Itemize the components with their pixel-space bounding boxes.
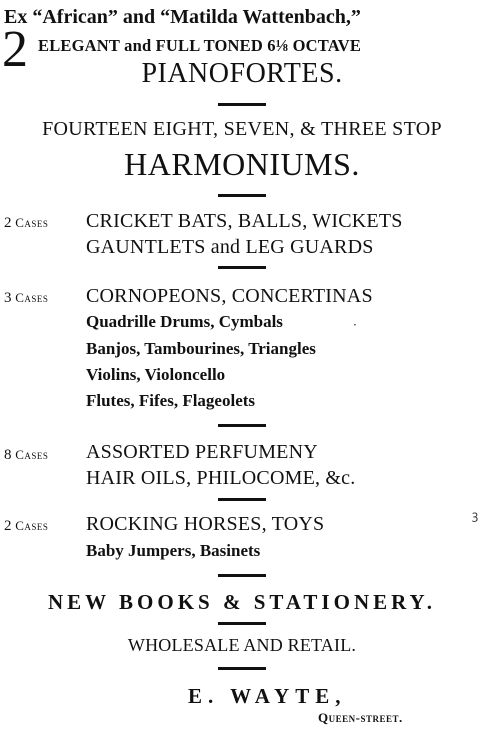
- divider-rule: [218, 266, 266, 269]
- case-line: GAUNTLETS and LEG GUARDS: [86, 236, 374, 258]
- case-quantity-word: Cases: [15, 290, 49, 305]
- books-stationery-heading: NEW BOOKS & STATIONERY.: [47, 590, 437, 614]
- divider-rule: [218, 667, 266, 670]
- divider-rule: [218, 103, 266, 106]
- case-line: Banjos, Tambourines, Triangles: [86, 339, 316, 358]
- piano-descriptor: ELEGANT and FULL TONED 6⅛ OCTAVE: [38, 36, 362, 55]
- divider-rule: [218, 498, 266, 501]
- divider-rule: [218, 574, 266, 577]
- divider-rule: [218, 622, 266, 625]
- case-quantity-number: 8: [4, 447, 12, 463]
- case-line: HAIR OILS, PHILOCOME, &c.: [86, 467, 356, 489]
- case-quantity-word: Cases: [15, 447, 49, 462]
- wholesale-retail-line: WHOLESALE AND RETAIL.: [127, 635, 357, 655]
- pianofortes-heading: PIANOFORTES.: [141, 58, 343, 89]
- case-heading: CORNOPEONS, CONCERTINAS: [86, 285, 373, 307]
- piano-count: 2: [2, 21, 28, 78]
- case-quantity-number: 2: [4, 215, 12, 231]
- ships-line: Ex “African” and “Matilda Wattenbach,”: [4, 6, 361, 28]
- case-quantity-number: 3: [4, 290, 12, 306]
- case-heading: CRICKET BATS, BALLS, WICKETS: [86, 210, 403, 232]
- case-line: Violins, Violoncello: [86, 365, 226, 384]
- harmoniums-heading: HARMONIUMS.: [124, 146, 360, 182]
- case-line: Baby Jumpers, Basinets: [86, 541, 261, 560]
- merchant-address: Queen-street.: [318, 710, 403, 725]
- merchant-name: E. WAYTE,: [188, 684, 347, 708]
- harmonium-stops-line: FOURTEEN EIGHT, SEVEN, & THREE STOP: [42, 118, 442, 140]
- case-quantity: [4, 518, 48, 535]
- case-heading: ROCKING HORSES, TOYS: [86, 513, 325, 535]
- case-line: Quadrille Drums, Cymbals: [86, 312, 283, 331]
- divider-rule: [218, 424, 266, 427]
- case-quantity: [4, 290, 48, 307]
- case-quantity-word: Cases: [15, 215, 49, 230]
- print-speck: ꝫ: [472, 508, 479, 522]
- case-line: Flutes, Fifes, Flageolets: [86, 391, 256, 410]
- case-quantity-word: Cases: [15, 518, 49, 533]
- print-speck: ·: [353, 318, 357, 332]
- case-quantity-number: 2: [4, 518, 12, 534]
- case-quantity: [4, 447, 48, 464]
- case-heading: ASSORTED PERFUMENY: [86, 441, 318, 463]
- case-quantity: [4, 215, 48, 232]
- divider-rule: [218, 194, 266, 197]
